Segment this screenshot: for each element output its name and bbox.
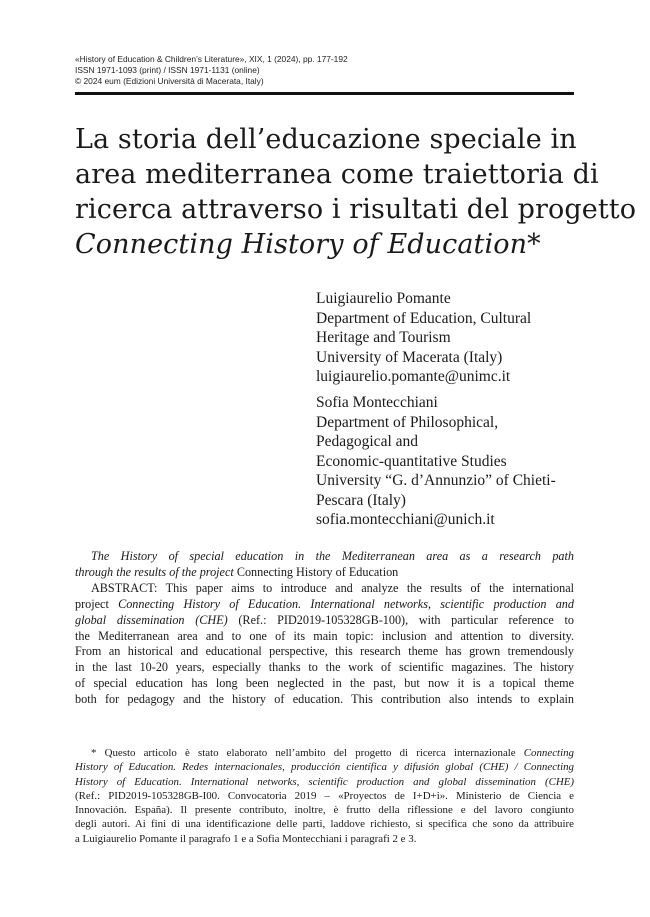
author-affiliation: Heritage and Tourism bbox=[316, 329, 451, 346]
title-line-2: area mediterranea come traiettoria di bbox=[75, 159, 599, 190]
abstract-line: From an historical and educational perspective, this research theme has grown tremendously bbox=[75, 644, 574, 659]
issn-line: ISSN 1971-1093 (print) / ISSN 1971-1131 (online) bbox=[75, 65, 260, 75]
journal-citation: «History of Education & Children’s Literature», XIX, 1 (2024), pp. 177-192 bbox=[75, 54, 348, 64]
abstract-line: of special education has long been neglected in the past, but now it is a topical theme bbox=[75, 676, 574, 691]
author-affiliation: Pedagogical and bbox=[316, 433, 419, 450]
author-name: Luigiaurelio Pomante bbox=[316, 290, 451, 307]
author-name: Sofia Montecchiani bbox=[316, 394, 438, 411]
title-line-3: ricerca attraverso i risultati del progetto bbox=[75, 194, 637, 225]
author-university: University “G. d’Annunzio” of Chieti- bbox=[316, 472, 556, 489]
title-line-1: La storia dell’educazione speciale in bbox=[75, 124, 577, 155]
copyright-line: © 2024 eum (Edizioni Università di Macerata, Italy) bbox=[75, 76, 264, 86]
footnote-line: (Ref.: PID2019-105328GB-I00. Convocatoria 2019 – «Proyectos de I+D+i». Ministerio de Ciencia e bbox=[75, 789, 574, 802]
english-title-line bbox=[75, 565, 574, 581]
abstract-line bbox=[75, 597, 574, 613]
author-email[interactable]: luigiaurelio.pomante@unimc.it bbox=[316, 368, 511, 385]
journal-header bbox=[75, 54, 575, 87]
abstract-line bbox=[75, 613, 574, 629]
footnote-line: degli autori. Ai fini di una identificazione delle parti, laddove richiesto, si specifica che sono da attribuire bbox=[75, 818, 574, 831]
author-affiliation: Department of Philosophical, bbox=[316, 413, 499, 431]
author-block-montecchiani bbox=[316, 393, 586, 530]
footnote-line: History of Education. Redes internacionales, producción científica y difusión global (CHE) / Connecting bbox=[75, 761, 574, 774]
abstract-project-name: global dissemination (CHE) bbox=[75, 612, 228, 627]
footnote bbox=[75, 746, 574, 846]
abstract-line: the Mediterranean area and to one of its main topic: inclusion and attention to diversity. bbox=[75, 628, 574, 643]
abstract-text: (Ref.: PID2019-105328GB-100), with particular reference to bbox=[227, 612, 574, 627]
english-title-text: through the results of the project bbox=[75, 564, 234, 579]
author-block-pomante bbox=[316, 289, 586, 387]
abstract-line: both for pedagogy and the history of education. This contribution also intends to explain bbox=[75, 692, 574, 707]
english-title-line bbox=[75, 549, 574, 565]
footnote-line: Innovación. España). Il presente contributo, inoltre, è frutto della riflessione e del lavoro congiunto bbox=[75, 804, 574, 817]
author-university: University of Macerata (Italy) bbox=[316, 348, 503, 366]
footnote-text: * Questo articolo è stato elaborato nell’ambito del progetto di ricerca internazionale bbox=[91, 747, 524, 759]
footnote-line: History of Education. International networks, scientific production and global dissemination (CHE) bbox=[75, 775, 574, 788]
author-affiliation: Department of Education, Cultural bbox=[316, 309, 532, 327]
english-title-text: The History of special education in the Mediterranean area as a research path bbox=[91, 549, 574, 563]
abstract-project-name: Connecting History of Education. International networks, scientific production and bbox=[118, 596, 574, 611]
author-affiliation: Economic-quantitative Studies bbox=[316, 452, 507, 470]
abstract-line: ABSTRACT: This paper aims to introduce and analyze the results of the international bbox=[91, 580, 574, 595]
footnote-line: a Luigiaurelio Pomante il paragrafo 1 e a Sofia Montecchiani i paragrafi 2 e 3. bbox=[75, 832, 417, 845]
abstract-section bbox=[75, 549, 574, 708]
abstract-line: in the last 10-20 years, especially thanks to the work of scientific magazines. The history bbox=[75, 660, 574, 675]
abstract-text: project bbox=[75, 596, 119, 611]
author-email[interactable]: sofia.montecchiani@unich.it bbox=[316, 511, 495, 528]
author-university: Pescara (Italy) bbox=[316, 491, 406, 509]
footnote-line bbox=[75, 746, 574, 760]
english-title-project: Connecting History of Education bbox=[233, 564, 399, 579]
footnote-project-name: Connecting bbox=[523, 747, 574, 759]
header-rule bbox=[75, 92, 574, 95]
title-line-4: Connecting History of Education* bbox=[75, 229, 541, 260]
paper-title bbox=[75, 122, 637, 262]
